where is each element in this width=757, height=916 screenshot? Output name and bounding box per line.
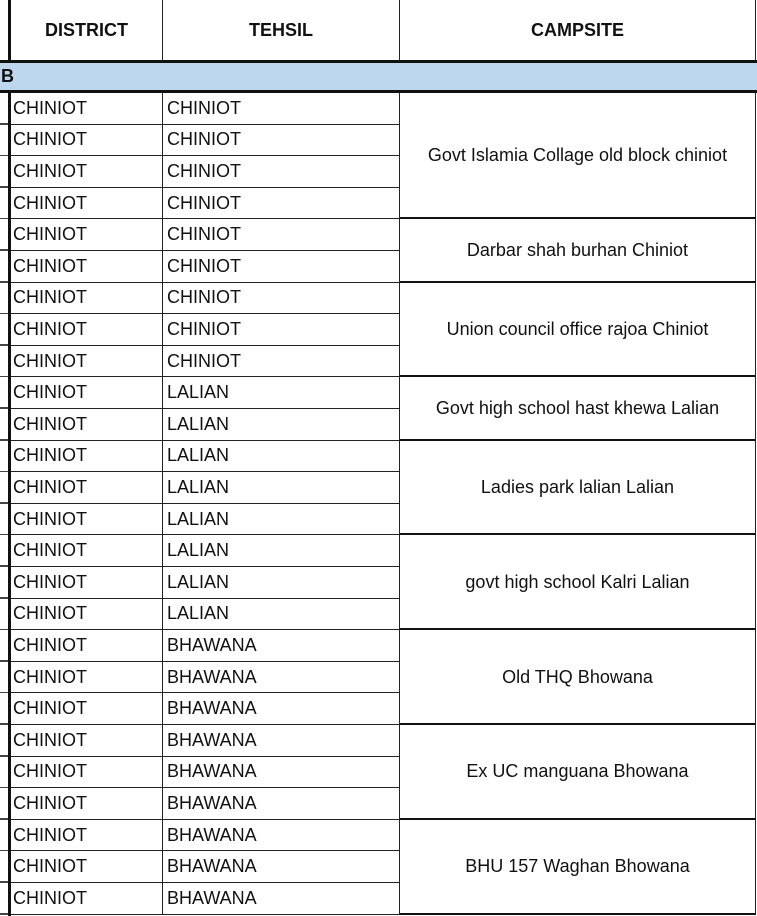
row-gridline — [0, 913, 8, 915]
district-cell[interactable]: CHINIOT — [11, 567, 163, 599]
tehsil-cell[interactable]: LALIAN — [163, 504, 400, 536]
district-cell[interactable]: CHINIOT — [11, 156, 163, 188]
tehsil-cell[interactable]: LALIAN — [163, 472, 400, 504]
campsite-cell[interactable] — [400, 283, 756, 378]
tehsil-cell[interactable]: BHAWANA — [163, 725, 400, 757]
tehsil-cell[interactable]: CHINIOT — [163, 219, 400, 251]
district-cell[interactable]: CHINIOT — [11, 377, 163, 409]
table-row — [0, 567, 400, 599]
table-row — [0, 820, 400, 852]
tehsil-cell[interactable]: BHAWANA — [163, 757, 400, 789]
district-cell[interactable]: CHINIOT — [11, 662, 163, 694]
district-cell[interactable]: CHINIOT — [11, 788, 163, 820]
table-row — [0, 441, 400, 473]
campsite-cell[interactable] — [400, 535, 756, 630]
district-cell[interactable]: CHINIOT — [11, 125, 163, 157]
campsite-name: govt high school Kalri Lalian — [465, 571, 690, 592]
campsite-cell[interactable] — [400, 725, 756, 820]
district-cell[interactable]: CHINIOT — [11, 188, 163, 220]
header-tehsil[interactable]: TEHSIL — [163, 0, 400, 60]
district-cell[interactable]: CHINIOT — [11, 251, 163, 283]
table-row — [0, 725, 400, 757]
table-header — [0, 0, 757, 60]
district-cell[interactable]: CHINIOT — [11, 693, 163, 725]
campsite-name: BHU 157 Waghan Bhowana — [465, 856, 690, 877]
table-row — [0, 93, 400, 125]
district-cell[interactable]: CHINIOT — [11, 283, 163, 315]
campsite-name: Govt high school hast khewa Lalian — [435, 397, 720, 418]
district-cell[interactable]: CHINIOT — [11, 630, 163, 662]
table-row — [0, 757, 400, 789]
district-cell[interactable]: CHINIOT — [11, 725, 163, 757]
table-row — [0, 535, 400, 567]
table-row — [0, 883, 400, 915]
tehsil-cell[interactable]: CHINIOT — [163, 346, 400, 378]
campsite-cell[interactable] — [400, 93, 756, 219]
tehsil-cell[interactable]: CHINIOT — [163, 188, 400, 220]
tehsil-cell[interactable]: CHINIOT — [163, 314, 400, 346]
campsite-name: Old THQ Bhowana — [502, 666, 653, 687]
district-cell[interactable]: CHINIOT — [11, 409, 163, 441]
tehsil-cell[interactable]: LALIAN — [163, 567, 400, 599]
table-row — [0, 219, 400, 251]
table-row — [0, 156, 400, 188]
district-cell[interactable]: CHINIOT — [11, 219, 163, 251]
table-row — [0, 283, 400, 315]
district-cell[interactable]: CHINIOT — [11, 441, 163, 473]
district-cell[interactable]: CHINIOT — [11, 93, 163, 125]
district-cell[interactable]: CHINIOT — [11, 883, 163, 915]
table-row — [0, 472, 400, 504]
tehsil-cell[interactable]: CHINIOT — [163, 125, 400, 157]
district-cell[interactable]: CHINIOT — [11, 346, 163, 378]
tehsil-cell[interactable]: BHAWANA — [163, 630, 400, 662]
tehsil-cell[interactable]: LALIAN — [163, 441, 400, 473]
table-row — [0, 377, 400, 409]
campsite-cell[interactable] — [400, 219, 756, 282]
district-cell[interactable]: CHINIOT — [11, 504, 163, 536]
tehsil-cell[interactable]: LALIAN — [163, 377, 400, 409]
table-row — [0, 662, 400, 694]
table-row — [0, 504, 400, 536]
table-row — [0, 599, 400, 631]
district-cell[interactable]: CHINIOT — [11, 599, 163, 631]
table-row — [0, 188, 400, 220]
tehsil-cell[interactable]: BHAWANA — [163, 851, 400, 883]
header-campsite[interactable]: CAMPSITE — [400, 0, 756, 60]
campsite-name: Union council office rajoa Chiniot — [446, 318, 709, 339]
tehsil-cell[interactable]: BHAWANA — [163, 693, 400, 725]
table-row — [0, 851, 400, 883]
campsite-name: Ladies park lalian Lalian — [480, 476, 675, 497]
campsite-cell[interactable] — [400, 377, 756, 440]
table-row — [0, 346, 400, 378]
table-row — [0, 125, 400, 157]
tehsil-cell[interactable]: CHINIOT — [163, 93, 400, 125]
campsite-cell[interactable] — [400, 630, 756, 725]
campsite-cell[interactable] — [400, 820, 756, 915]
tehsil-cell[interactable]: LALIAN — [163, 409, 400, 441]
district-cell[interactable]: CHINIOT — [11, 757, 163, 789]
header-district[interactable]: DISTRICT — [11, 0, 163, 60]
tehsil-cell[interactable]: BHAWANA — [163, 662, 400, 694]
table-row — [0, 409, 400, 441]
tehsil-cell[interactable]: LALIAN — [163, 599, 400, 631]
table-row — [0, 788, 400, 820]
tehsil-cell[interactable]: LALIAN — [163, 535, 400, 567]
district-cell[interactable]: CHINIOT — [11, 472, 163, 504]
campsite-name: Govt Islamia Collage old block chiniot — [427, 145, 728, 166]
tehsil-cell[interactable]: CHINIOT — [163, 251, 400, 283]
section-label: B — [1, 66, 14, 86]
district-cell[interactable]: CHINIOT — [11, 535, 163, 567]
table-row — [0, 693, 400, 725]
tehsil-cell[interactable]: BHAWANA — [163, 820, 400, 852]
section-row[interactable] — [0, 60, 757, 93]
tehsil-cell[interactable]: CHINIOT — [163, 156, 400, 188]
table-row — [0, 314, 400, 346]
district-cell[interactable]: CHINIOT — [11, 851, 163, 883]
district-cell[interactable]: CHINIOT — [11, 820, 163, 852]
tehsil-cell[interactable]: BHAWANA — [163, 883, 400, 915]
campsite-name: Ex UC manguana Bhowana — [466, 761, 689, 782]
district-cell[interactable]: CHINIOT — [11, 314, 163, 346]
tehsil-cell[interactable]: CHINIOT — [163, 283, 400, 315]
table-row — [0, 251, 400, 283]
table-row — [0, 630, 400, 662]
tehsil-cell[interactable]: BHAWANA — [163, 788, 400, 820]
campsite-name: Darbar shah burhan Chiniot — [466, 239, 689, 260]
campsite-cell[interactable] — [400, 441, 756, 536]
